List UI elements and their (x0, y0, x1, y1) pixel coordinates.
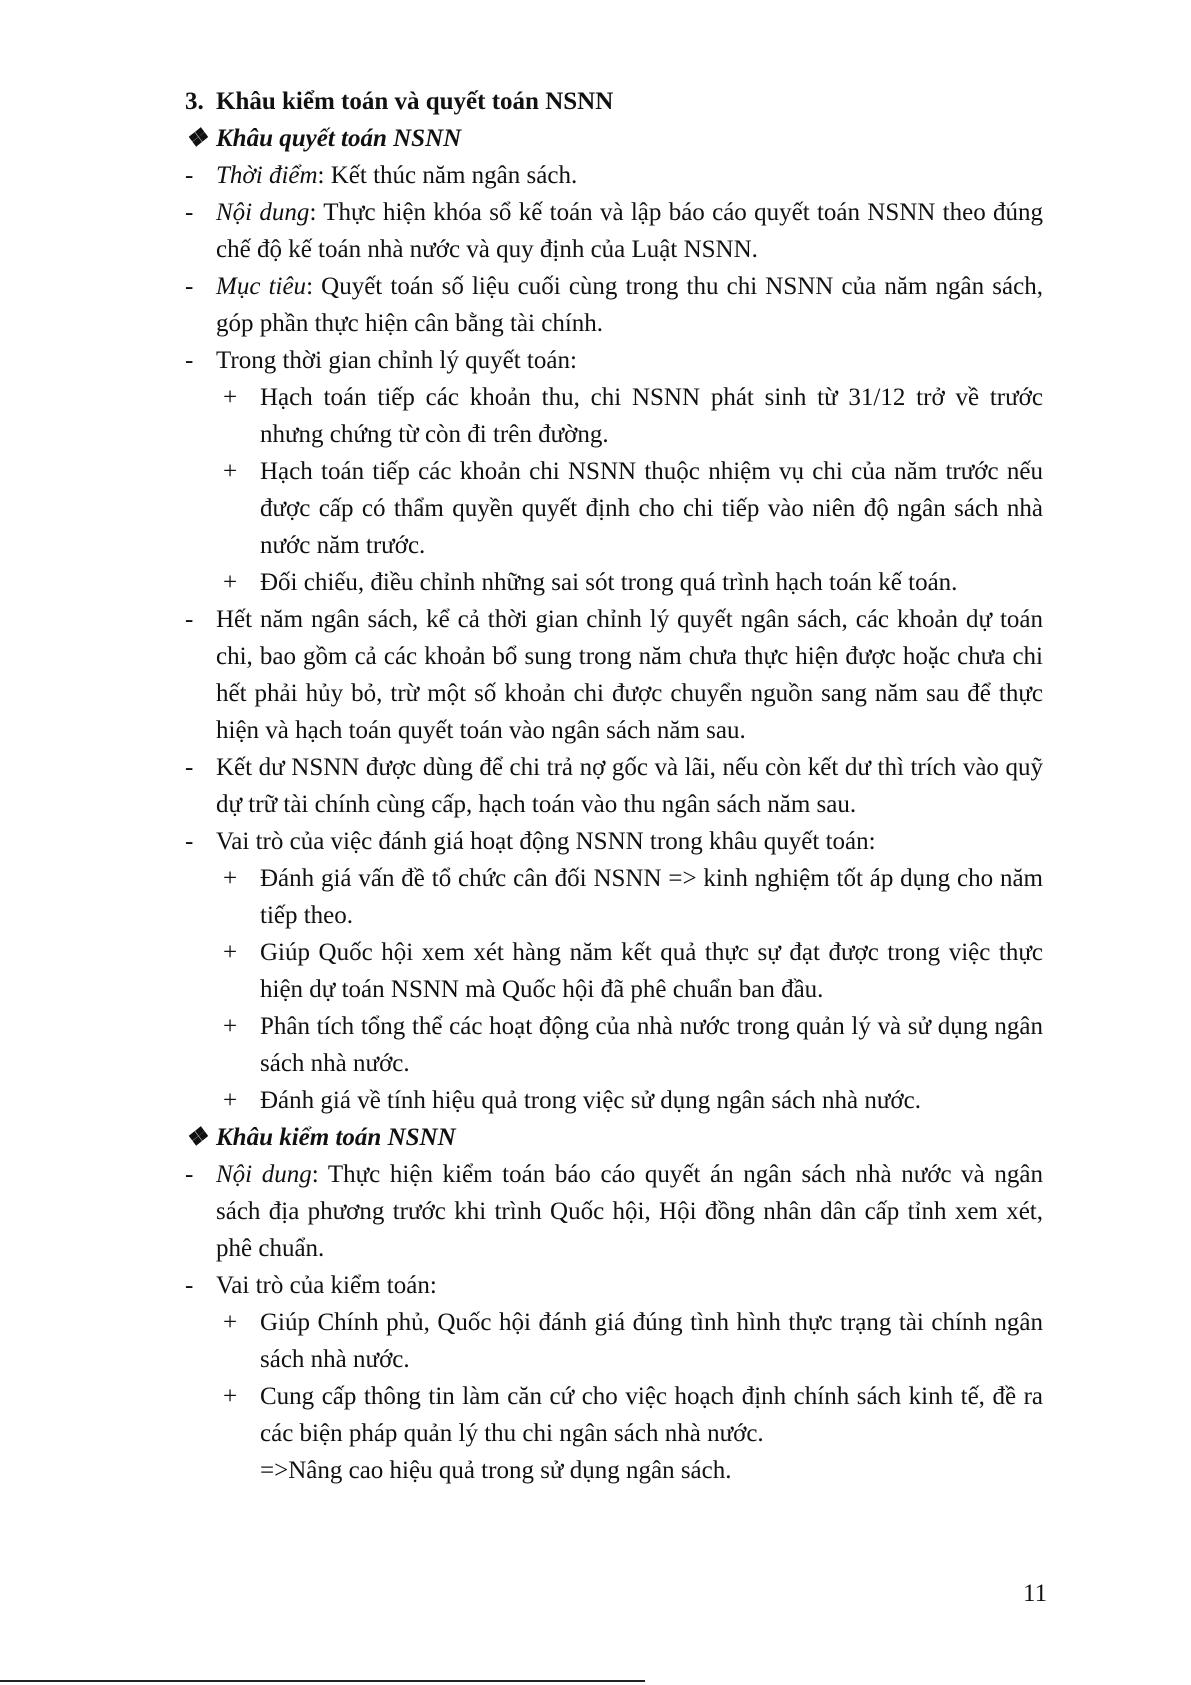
plus-marker: + (223, 458, 238, 485)
sub-item-text: Đánh giá vấn đề tổ chức cân đối NSNN => kinh nghiệm tốt áp dụng cho năm tiếp theo. (260, 865, 1043, 929)
item-text: : Thực hiện khóa sổ kế toán và lập báo cáo quyết toán NSNN theo đúng chế độ kế toán nhà nước và quy định của Luật NSNN. (216, 199, 1043, 263)
subsection-title: Khâu kiểm toán NSNN (216, 1124, 456, 1151)
diamond-bullet-icon: ❖ (185, 1124, 208, 1151)
item-text: Trong thời gian chỉnh lý quyết toán: (216, 347, 577, 374)
plus-marker: + (223, 1309, 238, 1336)
sub-item (185, 1304, 1043, 1378)
sub-item-text: Phân tích tổng thể các hoạt động của nhà nước trong quản lý và sử dụng ngân sách nhà nước. (260, 1013, 1043, 1077)
dash-marker: - (185, 199, 194, 226)
list-item (185, 1156, 1043, 1267)
diamond-bullet-icon: ❖ (185, 125, 208, 152)
sub-item-text: Giúp Chính phủ, Quốc hội đánh giá đúng tình hình thực trạng tài chính ngân sách nhà nước. (260, 1309, 1043, 1373)
dash-marker: - (185, 347, 194, 374)
list-item (185, 268, 1043, 342)
sub-item-text: Giúp Quốc hội xem xét hàng năm kết quả thực sự đạt được trong việc thực hiện dự toán NSNN mà Quốc hội đã phê chuẩn ban đầu. (260, 939, 1043, 1003)
item-label: Thời điểm (216, 162, 318, 189)
dash-marker: - (185, 1272, 194, 1299)
subsection-heading-audit (185, 1119, 1043, 1156)
list-item (185, 342, 1043, 379)
conclusion-text: =>Nâng cao hiệu quả trong sử dụng ngân sách. (260, 1457, 732, 1484)
sub-item (185, 453, 1043, 564)
list-item (185, 601, 1043, 749)
dash-marker: - (185, 606, 194, 633)
sub-item (185, 934, 1043, 1008)
sub-item-text: Đối chiếu, điều chỉnh những sai sót trong quá trình hạch toán kế toán. (260, 569, 958, 596)
item-text: : Kết thúc năm ngân sách. (317, 162, 578, 189)
page-number: 11 (1023, 1580, 1048, 1607)
item-text: : Thực hiện kiểm toán báo cáo quyết án ngân sách nhà nước và ngân sách địa phương trước khi trình Quốc hội, Hội đồng nhân dân cấp tỉnh xem xét, phê chuẩn. (216, 1161, 1043, 1262)
dash-marker: - (185, 828, 194, 855)
sub-item (185, 1008, 1043, 1082)
plus-marker: + (223, 384, 238, 411)
item-text: Kết dư NSNN được dùng để chi trả nợ gốc và lãi, nếu còn kết dư thì trích vào quỹ dự trữ tài chính cùng cấp, hạch toán vào thu ngân sách năm sau. (216, 754, 1043, 818)
list-item (185, 157, 1043, 194)
item-label: Nội dung (216, 1161, 312, 1188)
sub-item (185, 860, 1043, 934)
plus-marker: + (223, 939, 238, 966)
dash-marker: - (185, 754, 194, 781)
item-text: Hết năm ngân sách, kể cả thời gian chỉnh lý quyết ngân sách, các khoản dự toán chi, bao gồm cả các khoản bổ sung trong năm chưa thực hiện được hoặc chưa chi hết phải hủy bỏ, trừ một số khoản chi được chuyển nguồn sang năm sau để thực hiện và hạch toán quyết toán vào ngân sách năm sau. (216, 606, 1043, 744)
dash-marker: - (185, 162, 194, 189)
sub-item (185, 379, 1043, 453)
sub-item-text: Hạch toán tiếp các khoản thu, chi NSNN phát sinh từ 31/12 trở về trước nhưng chứng từ còn đi trên đường. (260, 384, 1043, 448)
plus-marker: + (223, 865, 238, 892)
plus-marker: + (223, 569, 238, 596)
subsection-title: Khâu quyết toán NSNN (216, 125, 462, 152)
item-text: Vai trò của kiểm toán: (216, 1272, 437, 1299)
list-item (185, 1267, 1043, 1304)
list-item (185, 749, 1043, 823)
sub-item (185, 1082, 1043, 1119)
sub-item (185, 564, 1043, 601)
heading-number: 3. (185, 88, 204, 115)
sub-item (185, 1378, 1043, 1452)
list-item (185, 194, 1043, 268)
dash-marker: - (185, 273, 194, 300)
plus-marker: + (223, 1013, 238, 1040)
sub-item-text: Đánh giá về tính hiệu quả trong việc sử dụng ngân sách nhà nước. (260, 1087, 921, 1114)
bottom-rule (0, 1680, 645, 1682)
sub-item-text: Cung cấp thông tin làm căn cứ cho việc hoạch định chính sách kinh tế, đề ra các biện pháp quản lý thu chi ngân sách nhà nước. (260, 1383, 1043, 1447)
item-text: Vai trò của việc đánh giá hoạt động NSNN trong khâu quyết toán: (216, 828, 876, 855)
item-text: : Quyết toán số liệu cuối cùng trong thu chi NSNN của năm ngân sách, góp phần thực hiện cân bằng tài chính. (216, 273, 1043, 337)
subsection-heading-settlement (185, 120, 1043, 157)
page-content (185, 83, 1043, 1489)
heading-title: Khâu kiểm toán và quyết toán NSNN (216, 88, 614, 115)
plus-marker: + (223, 1087, 238, 1114)
item-label: Nội dung (216, 199, 310, 226)
sub-item-text: Hạch toán tiếp các khoản chi NSNN thuộc nhiệm vụ chi của năm trước nếu được cấp có thẩm quyền quyết định cho chi tiếp vào niên độ ngân sách nhà nước năm trước. (260, 458, 1043, 559)
item-label: Mục tiêu (216, 273, 307, 300)
section-heading (185, 83, 1043, 120)
plus-marker: + (223, 1383, 238, 1410)
dash-marker: - (185, 1161, 194, 1188)
list-item (185, 823, 1043, 860)
